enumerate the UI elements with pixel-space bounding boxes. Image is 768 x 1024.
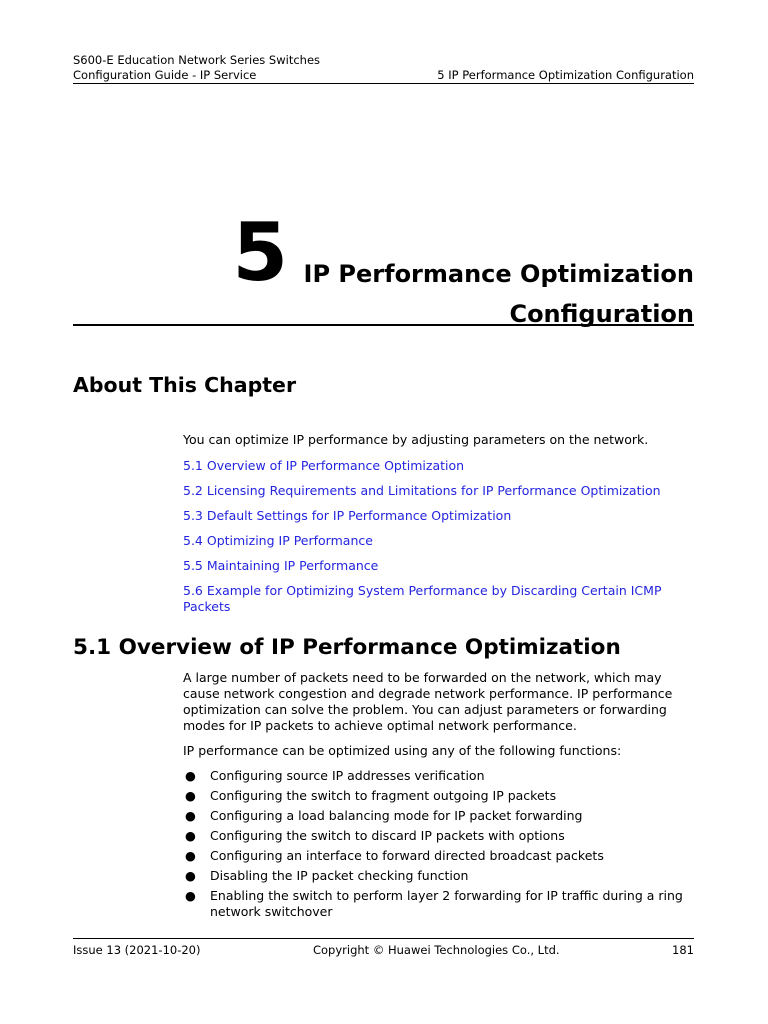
- toc-link-5-5[interactable]: 5.5 Maintaining IP Performance: [183, 558, 379, 573]
- bullet-icon: ●: [185, 788, 196, 803]
- bullet-icon: ●: [185, 888, 196, 903]
- footer-divider: [73, 938, 694, 939]
- toc-link-5-1[interactable]: 5.1 Overview of IP Performance Optimization: [183, 458, 465, 473]
- list-item: ● Disabling the IP packet checking function: [185, 868, 469, 883]
- functions-intro: IP performance can be optimized using any of the following functions:: [183, 743, 622, 758]
- toc-link-5-3[interactable]: 5.3 Default Settings for IP Performance Optimization: [183, 508, 512, 523]
- chapter-title: [274, 254, 694, 334]
- footer-issue: Issue 13 (2021-10-20): [73, 943, 201, 957]
- header-chapter-ref: 5 IP Performance Optimization Configuration: [437, 68, 694, 82]
- header-product: S600-E Education Network Series Switches: [73, 53, 321, 67]
- toc-link-5-4[interactable]: 5.4 Optimizing IP Performance: [183, 533, 373, 548]
- list-item: ● Enabling the switch to perform layer 2 forwarding for IP traffic during a ring network switchover: [185, 888, 683, 919]
- list-item: ● Configuring the switch to fragment outgoing IP packets: [185, 788, 557, 803]
- chapter-toc: [183, 458, 694, 624]
- page-footer: [73, 943, 694, 957]
- header-guide: Configuration Guide - IP Service: [73, 68, 257, 82]
- overview-paragraph: A large number of packets need to be forwarded on the network, which may cause network congestion and degrade network performance. IP performance optimization can solve the problem. You can adjust parameters or forwarding modes for IP packets to achieve optimal network performance.: [183, 670, 673, 733]
- chapter-heading: [73, 208, 694, 326]
- chapter-title-line2: Configuration: [509, 300, 694, 328]
- about-intro: You can optimize IP performance by adjusting parameters on the network.: [183, 432, 649, 447]
- list-item: ● Configuring a load balancing mode for IP packet forwarding: [185, 808, 583, 823]
- section-heading: 5.1 Overview of IP Performance Optimization: [73, 635, 621, 660]
- footer-copyright: Copyright © Huawei Technologies Co., Ltd.: [312, 943, 560, 957]
- bullet-icon: ●: [185, 868, 196, 883]
- header-bottom-row: [73, 68, 694, 82]
- bullet-icon: ●: [185, 768, 196, 783]
- toc-link-5-6[interactable]: 5.6 Example for Optimizing System Performance by Discarding Certain ICMP Packets: [183, 583, 662, 614]
- page-number: 181: [672, 943, 694, 957]
- bullet-icon: ●: [185, 808, 196, 823]
- function-list: [183, 768, 694, 924]
- header-divider: [73, 83, 694, 84]
- chapter-title-line1: IP Performance Optimization: [303, 260, 694, 288]
- list-item: ● Configuring an interface to forward directed broadcast packets: [185, 848, 604, 863]
- bullet-icon: ●: [185, 828, 196, 843]
- list-item: ● Configuring the switch to discard IP packets with options: [185, 828, 565, 843]
- toc-link-5-2[interactable]: 5.2 Licensing Requirements and Limitations for IP Performance Optimization: [183, 483, 661, 498]
- bullet-icon: ●: [185, 848, 196, 863]
- chapter-number: 5: [232, 206, 288, 299]
- about-heading: About This Chapter: [73, 373, 297, 397]
- list-item: ● Configuring source IP addresses verification: [185, 768, 485, 783]
- chapter-divider: [73, 324, 694, 326]
